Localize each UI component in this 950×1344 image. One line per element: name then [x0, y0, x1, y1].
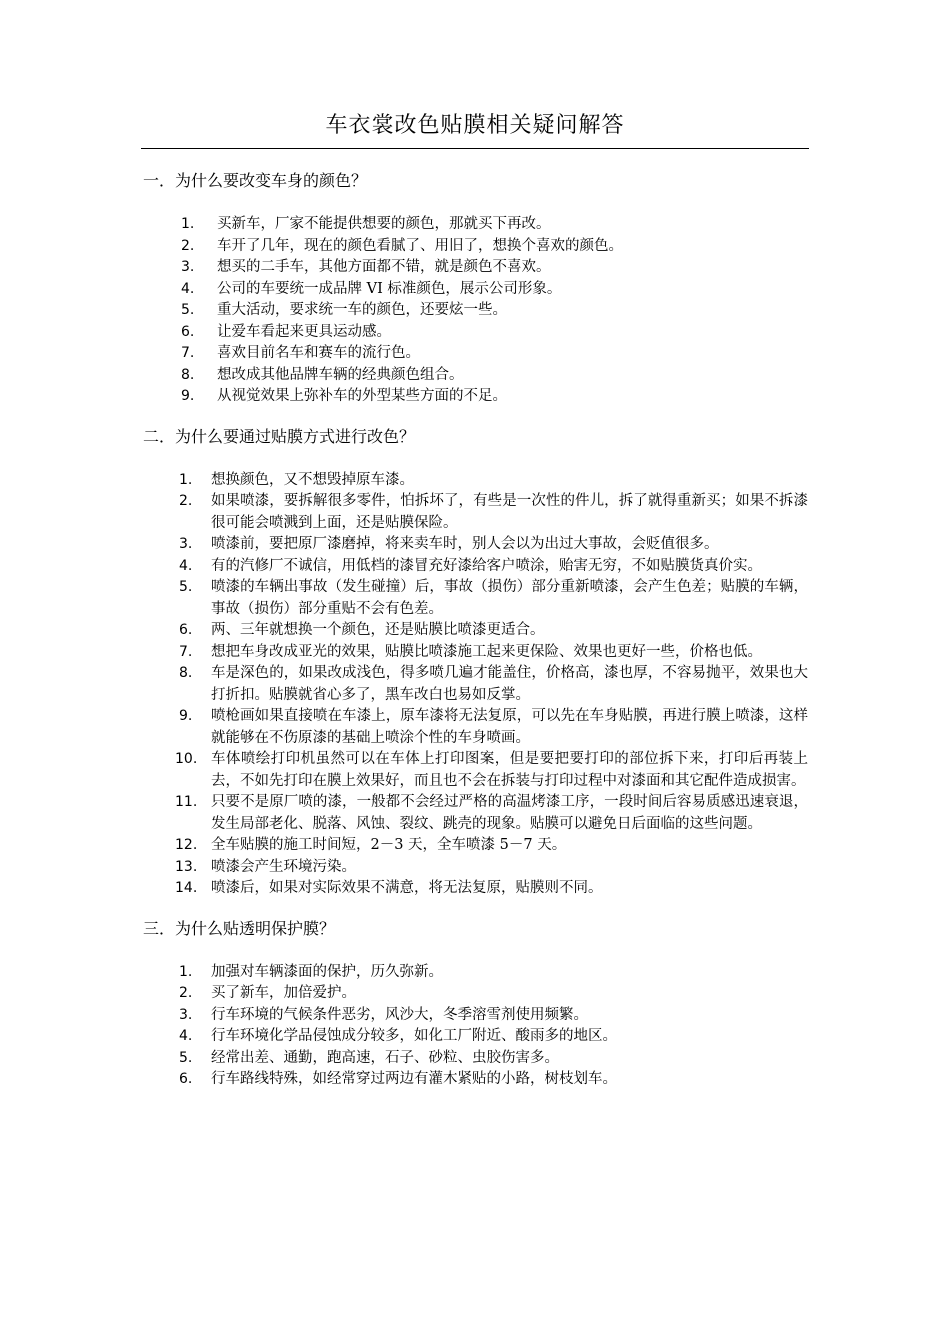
item-number: 7. [181, 345, 195, 361]
item-text: 车体喷绘打印机虽然可以在车体上打印图案，但是要把要打印的部位拆下来，打印后再装上去，不如先打印在膜上效果好，而且也不会在拆装与打印过程中对漆面和其它配件造成损害。 [211, 751, 808, 789]
list-item [143, 1026, 808, 1048]
document-title: 车衣裳改色贴膜相关疑问解答 [325, 113, 625, 138]
item-number: 9. [179, 708, 193, 724]
item-text: 经常出差、通勤，跑高速，石子、砂粒、虫胶伤害多。 [211, 1049, 559, 1066]
section-why-wrap-film [143, 426, 808, 900]
item-text: 重大活动，要求统一车的颜色，还要炫一些。 [217, 302, 507, 318]
item-text: 喜欢目前名车和赛车的流行色。 [217, 345, 420, 361]
item-text: 全车贴膜的施工时间短，2－3 天，全车喷漆 5－7 天。 [211, 837, 567, 853]
item-text: 想把车身改成亚光的效果，贴膜比喷漆施工起来更保险、效果也更好一些，价格也低。 [211, 643, 762, 660]
list-item [143, 470, 808, 492]
list-item [143, 663, 808, 706]
item-text: 从视觉效果上弥补车的外型某些方面的不足。 [217, 388, 507, 404]
item-text: 想改成其他品牌车辆的经典颜色组合。 [217, 366, 464, 383]
item-text: 买了新车，加倍爱护。 [211, 985, 356, 1001]
item-text: 喷漆会产生环境污染。 [211, 858, 356, 875]
list-item [143, 322, 808, 344]
item-number: 9. [181, 388, 195, 404]
list-item [143, 706, 808, 749]
item-number: 2. [179, 985, 193, 1001]
item-number: 6. [179, 1071, 193, 1087]
item-text: 让爱车看起来更具运动感。 [217, 323, 391, 340]
list-item [143, 365, 808, 387]
item-number: 3. [179, 1006, 193, 1023]
list-item [143, 749, 808, 792]
item-number: 8. [181, 366, 195, 383]
list-item [143, 1048, 808, 1070]
item-number: 4. [181, 280, 195, 297]
item-number: 5. [179, 579, 193, 595]
section-heading: 一．为什么要改变车身的颜色？ [143, 171, 368, 190]
list-item [143, 386, 808, 408]
item-number: 1. [181, 216, 195, 232]
item-number: 4. [179, 1028, 193, 1044]
item-text: 如果喷漆，要拆解很多零件，怕拆坏了，有些是一次性的件儿，拆了就得重新买；如果不拆漆很可能会喷溅到上面，还是贴膜保险。 [211, 493, 808, 531]
item-number: 13. [175, 858, 198, 875]
item-text: 喷漆的车辆出事故（发生碰撞）后，事故（损伤）部分重新喷漆，会产生色差；贴膜的车辆，事故（损伤）部分重贴不会有色差。 [211, 579, 808, 617]
list-item [143, 1005, 808, 1027]
section-why-change-color [143, 170, 808, 408]
list-item [143, 577, 808, 620]
list-item [143, 1069, 808, 1091]
section-heading: 三．为什么贴透明保护膜？ [143, 918, 336, 938]
item-number: 4. [179, 557, 193, 574]
title-divider [141, 148, 809, 149]
list-item [143, 792, 808, 835]
item-number: 5. [179, 1049, 193, 1066]
item-number: 10. [175, 751, 198, 767]
item-text: 公司的车要统一成品牌 VI 标准颜色，展示公司形象。 [217, 280, 562, 297]
item-text: 喷漆后，如果对实际效果不满意，将无法复原，贴膜则不同。 [211, 880, 603, 896]
item-number: 6. [179, 622, 193, 638]
item-number: 8. [179, 665, 193, 681]
list-item [143, 835, 808, 857]
list-item [143, 642, 808, 664]
list-item [143, 236, 808, 258]
list-item [143, 279, 808, 301]
list-item [143, 534, 808, 556]
item-number: 3. [181, 259, 195, 275]
item-text: 行车路线特殊，如经常穿过两边有灌木紧贴的小路，树枝划车。 [211, 1071, 617, 1087]
item-text: 只要不是原厂喷的漆，一般都不会经过严格的高温烤漆工序，一段时间后容易质感迅速衰退，发生局部老化、脱落、风蚀、裂纹、跳壳的现象。贴膜可以避免日后面临的这些问题。 [211, 794, 808, 832]
item-number: 11. [175, 794, 198, 810]
list-item [143, 983, 808, 1005]
document-body [143, 170, 808, 1109]
section-heading: 二．为什么要通过贴膜方式进行改色？ [143, 426, 416, 446]
item-text: 行车环境的气候条件恶劣，风沙大，冬季溶雪剂使用频繁。 [211, 1006, 588, 1023]
list-item [143, 257, 808, 279]
item-text: 车开了几年，现在的颜色看腻了、用旧了，想换个喜欢的颜色。 [217, 237, 623, 254]
item-text: 两、三年就想换一个颜色，还是贴膜比喷漆更适合。 [211, 622, 545, 638]
list-item [143, 962, 808, 984]
item-number: 1. [179, 963, 193, 980]
reason-list [143, 214, 808, 408]
item-number: 3. [179, 536, 193, 552]
item-text: 喷枪画如果直接喷在车漆上，原车漆将无法复原，可以先在车身贴膜，再进行膜上喷漆，这样就能够在不伤原漆的基础上喷涂个性的车身喷画。 [211, 708, 808, 746]
item-text: 想换颜色，又不想毁掉原车漆。 [211, 471, 414, 488]
item-text: 想买的二手车，其他方面都不错，就是颜色不喜欢。 [217, 259, 551, 275]
item-number: 7. [179, 643, 193, 660]
list-item [143, 300, 808, 322]
item-text: 喷漆前，要把原厂漆磨掉，将来卖车时，别人会以为出过大事故，会贬值很多。 [211, 536, 719, 552]
item-number: 6. [181, 323, 195, 340]
list-item [143, 343, 808, 365]
item-number: 2. [181, 237, 195, 254]
list-item [143, 214, 808, 236]
item-text: 有的汽修厂不诚信，用低档的漆冒充好漆给客户喷涂，贻害无穷，不如贴膜货真价实。 [211, 557, 762, 574]
reason-list [143, 470, 808, 900]
list-item [143, 556, 808, 578]
item-text: 买新车，厂家不能提供想要的颜色，那就买下再改。 [217, 216, 551, 232]
item-number: 12. [175, 837, 198, 853]
item-text: 加强对车辆漆面的保护，历久弥新。 [211, 963, 443, 980]
list-item [143, 857, 808, 879]
list-item [143, 878, 808, 900]
item-text: 行车环境化学品侵蚀成分较多，如化工厂附近、酸雨多的地区。 [211, 1028, 617, 1044]
list-item [143, 620, 808, 642]
item-number: 5. [181, 302, 195, 318]
item-number: 2. [179, 493, 193, 509]
reason-list [143, 962, 808, 1091]
item-number: 14. [175, 880, 198, 896]
list-item [143, 491, 808, 534]
item-text: 车是深色的，如果改成浅色，得多喷几遍才能盖住，价格高，漆也厚，不容易抛平，效果也大打折扣。贴膜就省心多了，黑车改白也易如反掌。 [211, 665, 808, 703]
section-why-clear-protection-film [143, 918, 808, 1091]
item-number: 1. [179, 471, 193, 488]
